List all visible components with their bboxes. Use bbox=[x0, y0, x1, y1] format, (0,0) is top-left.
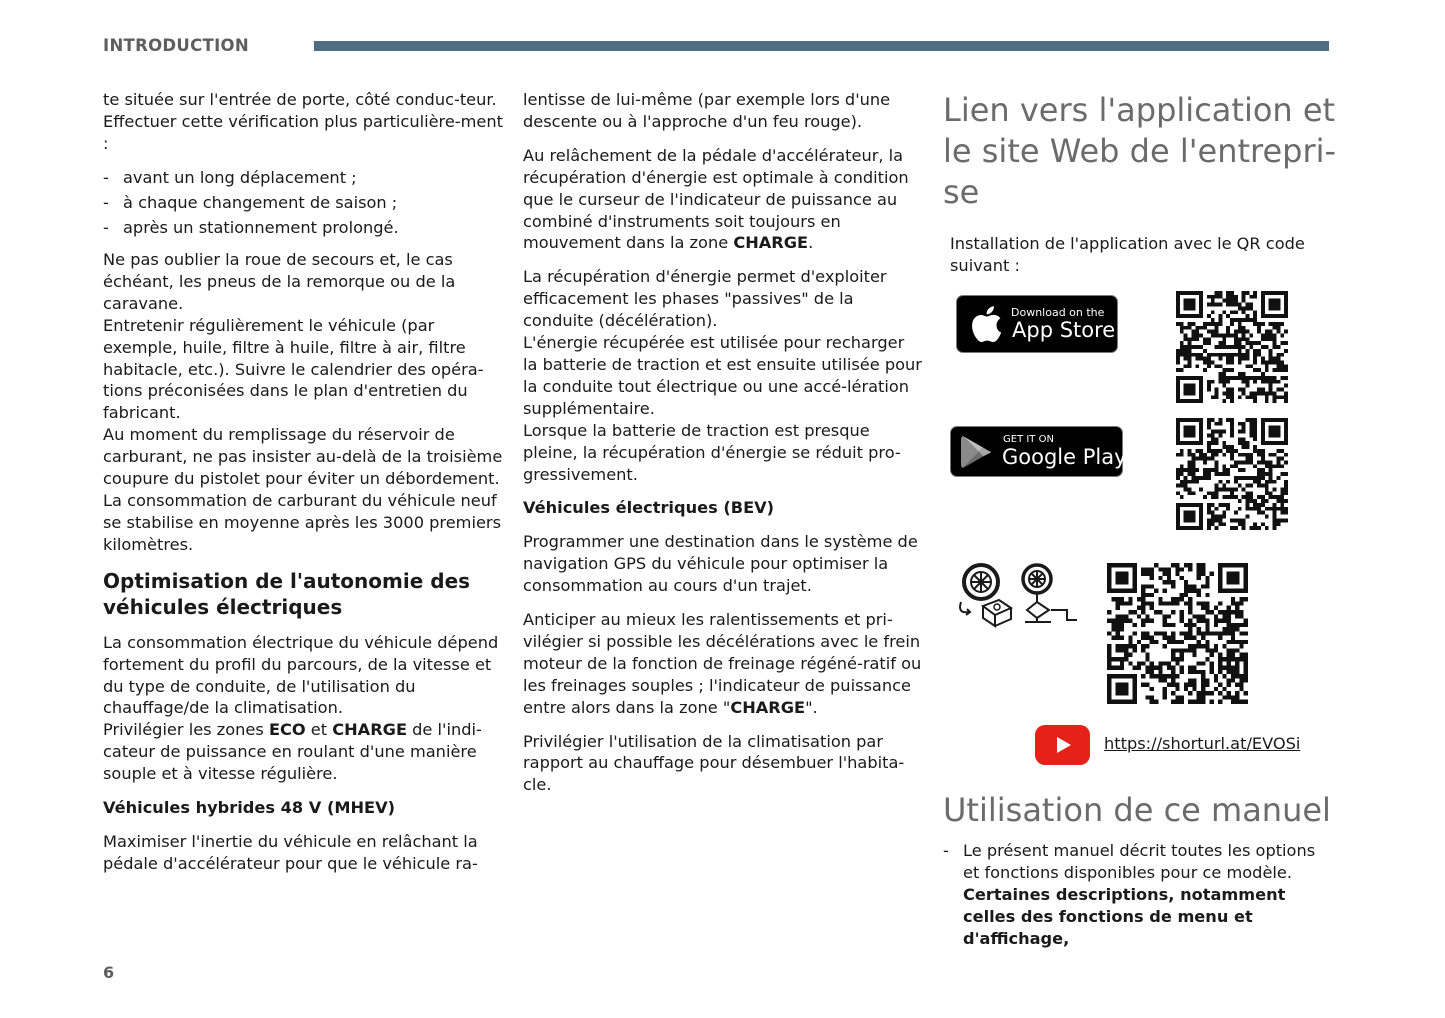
app-store-caption: Download on the bbox=[1011, 306, 1105, 319]
paragraph: La consommation de carburant du véhicule neuf se stabilise en moyenne après les 3000 premiers kilomètres. bbox=[103, 491, 502, 554]
column-2 bbox=[523, 89, 923, 808]
paragraph: Ne pas oublier la roue de secours et, le cas échéant, les pneus de la remorque ou de la caravane. bbox=[103, 250, 456, 313]
app-store-badge[interactable] bbox=[956, 295, 1118, 353]
qr-code-icon[interactable] bbox=[1176, 291, 1288, 403]
google-play-label: Google Play bbox=[1002, 445, 1127, 469]
car-jack-icon bbox=[1017, 562, 1083, 632]
paragraph: Privilégier les zones ECO et CHARGE de l'indi-cateur de puissance en roulant d'une manière souple et à vitesse régulière. bbox=[103, 720, 482, 784]
qr-code-icon[interactable] bbox=[1107, 563, 1248, 704]
header-bar bbox=[314, 41, 1329, 51]
bullet-list bbox=[103, 167, 503, 239]
paragraph: Anticiper au mieux les ralentissements et pri-vilégier si possible les décélérations avec le frein moteur de la fonction de freinage régéné-ratif ou les freinages souples ; l'indicateur de puissance entre alors dans la zone "CHARGE". bbox=[523, 610, 922, 717]
paragraph: Entretenir régulièrement le véhicule (par exemple, huile, filtre à huile, filtre à air, filtre habitacle, etc.). Suivre le calendrier des opéra-tions préconisées dans le plan d'entretien du fabricant. bbox=[103, 315, 484, 423]
qr-code-icon[interactable] bbox=[1176, 418, 1288, 530]
google-play-caption: GET IT ON bbox=[1003, 434, 1054, 445]
list-item: - à chaque changement de saison ; bbox=[103, 192, 503, 214]
paragraph: Au moment du remplissage du réservoir de carburant, ne pas insister au-delà de la troisième coupure du pistolet pour éviter un débordement. bbox=[103, 425, 503, 489]
apple-icon bbox=[969, 304, 1003, 348]
subheading: Véhicules hybrides 48 V (MHEV) bbox=[103, 798, 396, 818]
google-play-icon bbox=[961, 435, 993, 473]
paragraph: Privilégier l'utilisation de la climatisation par rapport au chauffage pour désembuer l'habita-cle. bbox=[523, 731, 905, 795]
google-play-badge[interactable] bbox=[950, 426, 1127, 477]
manual-title: Utilisation de ce manuel bbox=[943, 791, 1331, 829]
youtube-icon[interactable] bbox=[1035, 725, 1090, 765]
column-1 bbox=[103, 89, 503, 887]
paragraph: Effectuer cette vérification plus particulière-ment : bbox=[103, 111, 503, 153]
subheading: Véhicules électriques (BEV) bbox=[523, 498, 775, 518]
qr-intro-text: Installation de l'application avec le QR code suivant : bbox=[950, 234, 1305, 275]
paragraph: te située sur l'entrée de porte, côté conduc-teur. bbox=[103, 90, 497, 109]
paragraph: Maximiser l'inertie du véhicule en relâchant la pédale d'accélérateur pour que le véhicule ra- bbox=[103, 831, 478, 873]
list-item: - avant un long déplacement ; bbox=[103, 167, 503, 189]
page-number: 6 bbox=[103, 963, 115, 982]
app-link-title: Lien vers l'application et le site Web de l'entrepri-se bbox=[943, 91, 1337, 211]
paragraph: L'énergie récupérée est utilisée pour recharger la batterie de traction et est ensuite utilisée pour la conduite tout électrique ou une accé-lération supplémentaire. bbox=[523, 333, 922, 418]
paragraph: La récupération d'énergie permet d'exploiter efficacement les phases "passives" de la conduite (décélération). bbox=[523, 267, 887, 331]
list-item: Le présent manuel décrit toutes les options et fonctions disponibles pour ce modèle. Certaines descriptions, notamment celles des fonctions de menu et d'affichage, bbox=[963, 841, 1316, 948]
section-heading: Optimisation de l'autonomie des véhicules électriques bbox=[103, 568, 471, 619]
column-3 bbox=[943, 90, 1343, 213]
paragraph: La consommation électrique du véhicule dépend fortement du profil du parcours, de la vitesse et du type de conduite, de l'utilisation du chauffage/de la climatisation. bbox=[103, 632, 499, 718]
manual-list: - Le présent manuel décrit toutes les options et fonctions disponibles pour ce modèle. Certaines descriptions, notamment celles des fonctions de menu et d'affichage, bbox=[943, 840, 1333, 950]
paragraph: Lorsque la batterie de traction est presque pleine, la récupération d'énergie se réduit pro-gressivement. bbox=[523, 420, 901, 484]
paragraph: Programmer une destination dans le système de navigation GPS du véhicule pour optimiser la consommation au cours d'un trajet. bbox=[523, 532, 918, 596]
paragraph: lentisse de lui-même (par exemple lors d'une descente ou à l'approche d'un feu rouge). bbox=[523, 90, 891, 131]
paragraph: Au relâchement de la pédale d'accélérateur, la récupération d'énergie est optimale à condition que le curseur de l'indicateur de puissance au combiné d'instruments soit toujours en mouvement dans la zone CHARGE. bbox=[523, 145, 909, 253]
list-item: - après un stationnement prolongé. bbox=[103, 217, 503, 239]
website-link[interactable]: https://shorturl.at/EVOSi bbox=[1104, 734, 1301, 753]
section-title: INTRODUCTION bbox=[103, 36, 249, 55]
app-store-label: App Store bbox=[1012, 318, 1116, 342]
wheel-icon bbox=[955, 562, 1015, 634]
